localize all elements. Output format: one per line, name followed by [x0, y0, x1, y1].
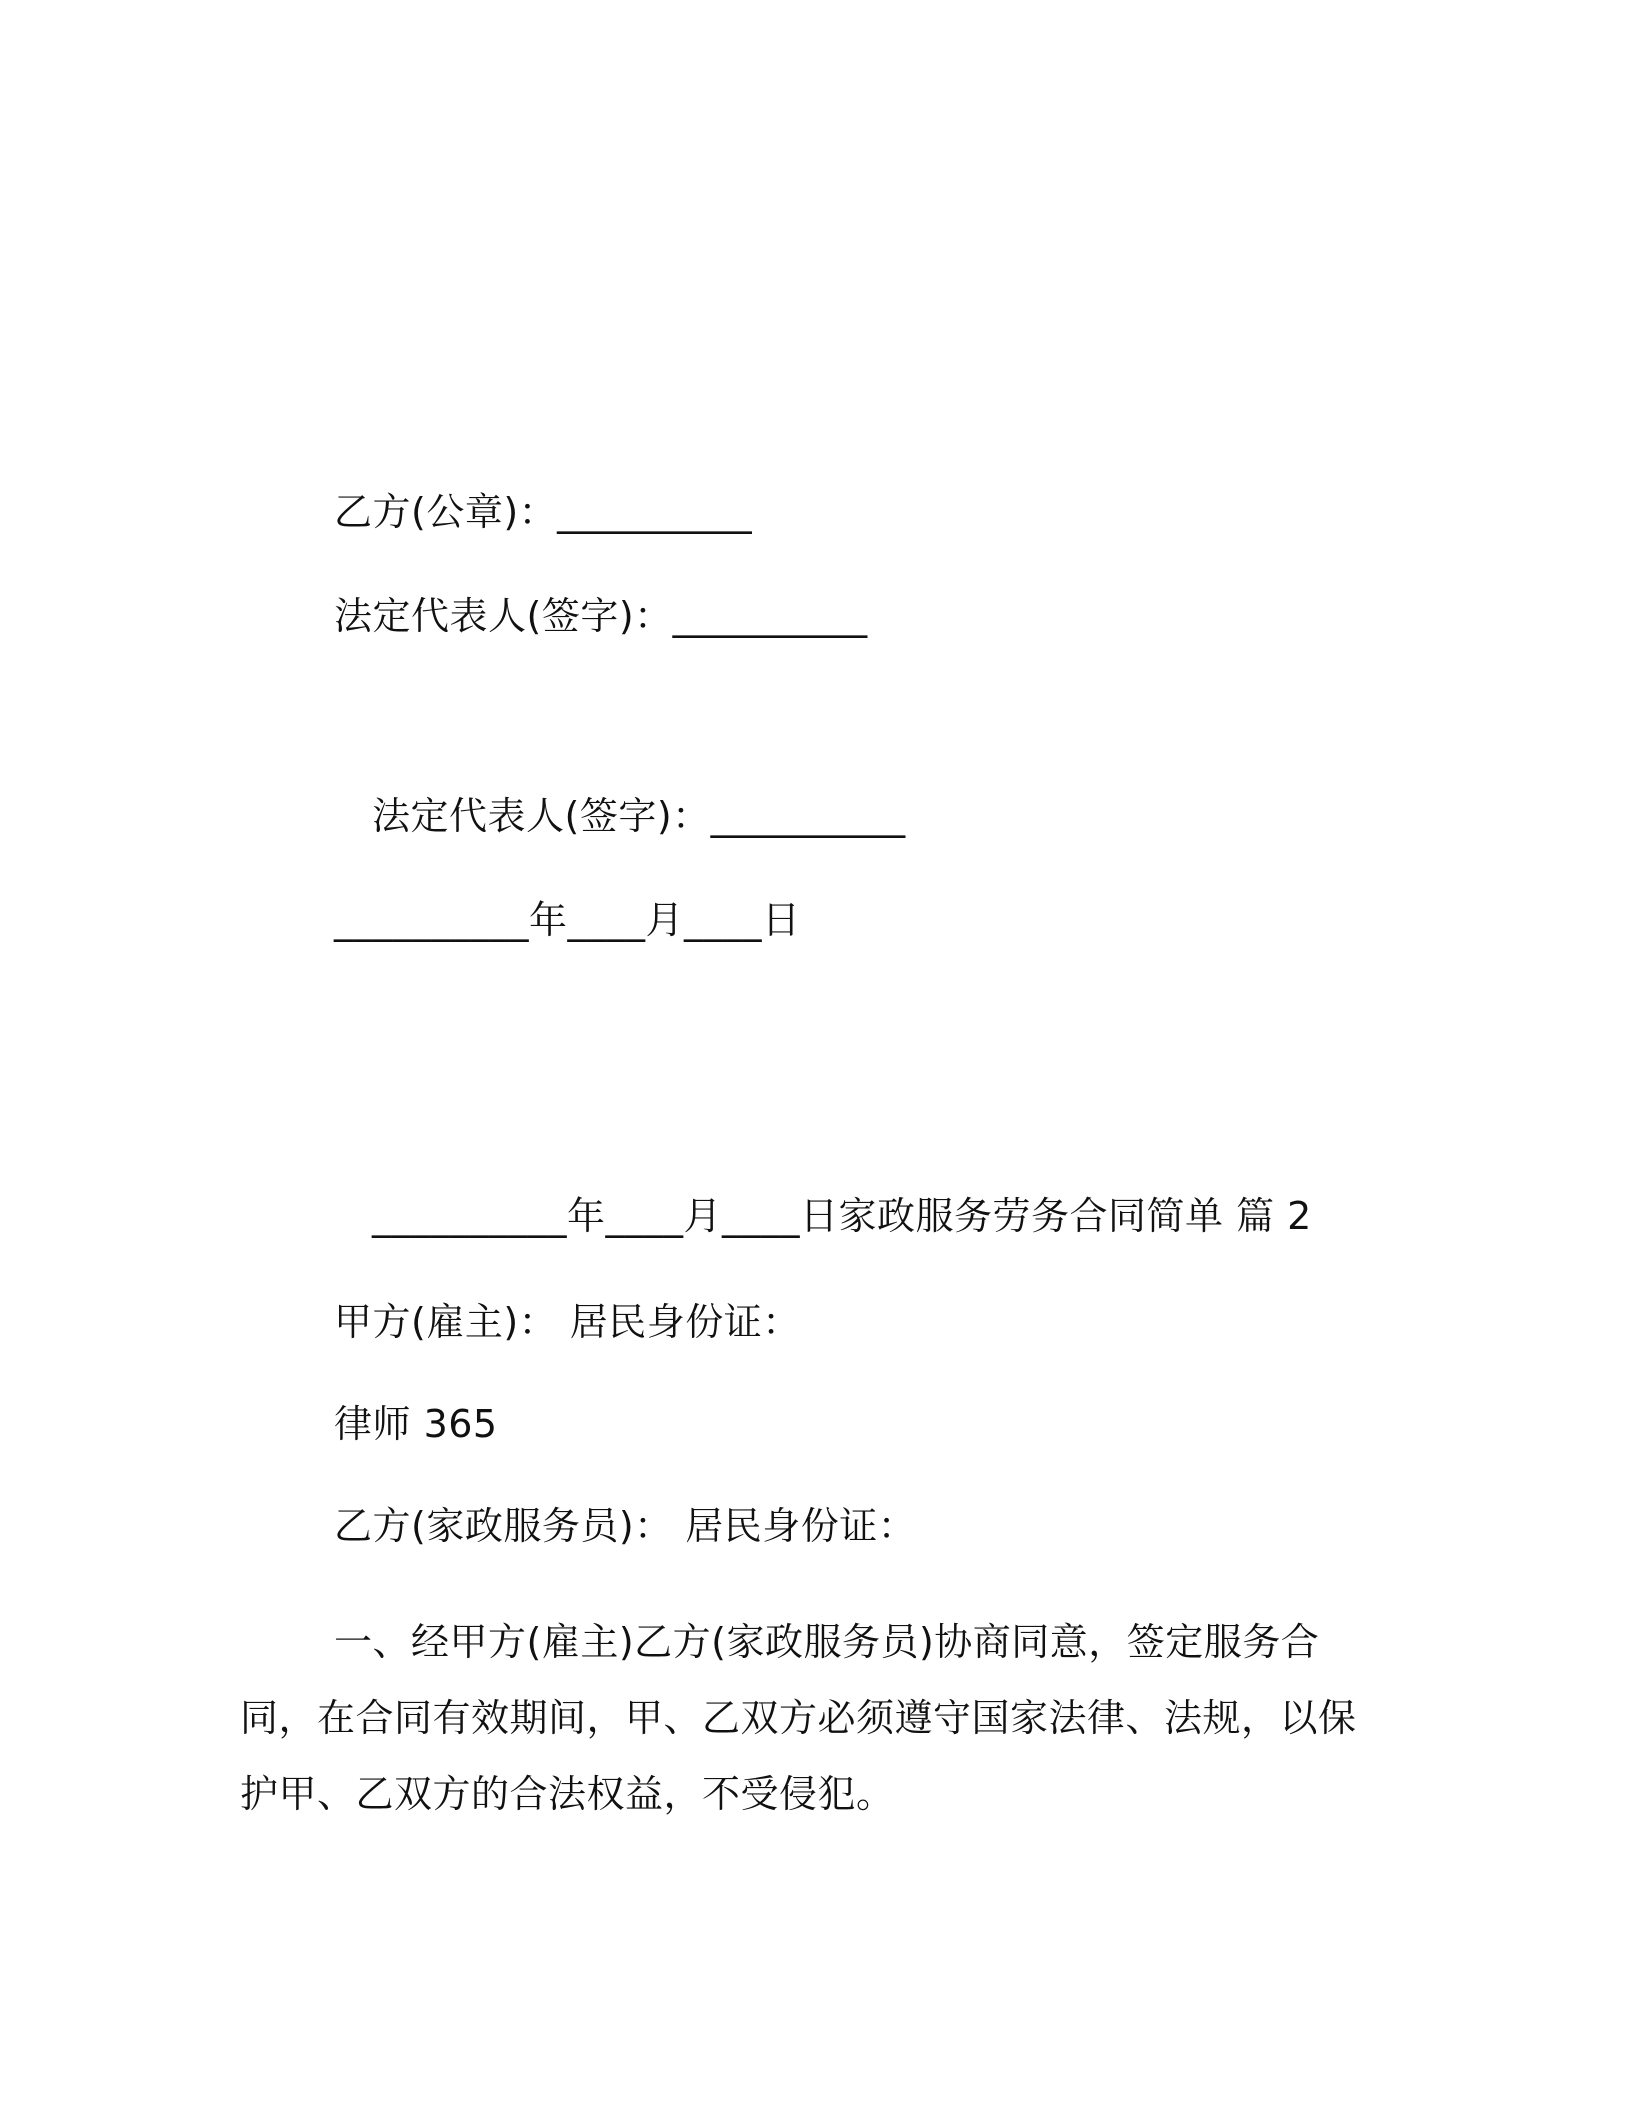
party-a-line: 甲方(雇主)： 居民身份证： — [334, 1300, 801, 1344]
party-b-line: 乙方(家政服务员)： 居民身份证： — [334, 1504, 917, 1548]
source-text: 律师 365 — [334, 1402, 498, 1446]
legal-representative-line-2: 法定代表人(签字)：__________ — [372, 794, 906, 838]
clause-1-paragraph: 一、经甲方(雇主)乙方(家政服务员)协商同意，签定服务合同，在合同有效期间，甲、乙双方必须遵守国家法律、法规，以保护甲、乙双方的合法权益，不受侵犯。 — [240, 1620, 1357, 1816]
section-title: __________年____月____日家政服务劳务合同简单 篇 2 — [372, 1194, 1312, 1238]
date-line: __________年____月____日 — [334, 898, 801, 942]
legal-representative-line: 法定代表人(签字)：__________ — [334, 594, 868, 638]
party-b-seal-line: 乙方(公章)：__________ — [334, 490, 753, 534]
